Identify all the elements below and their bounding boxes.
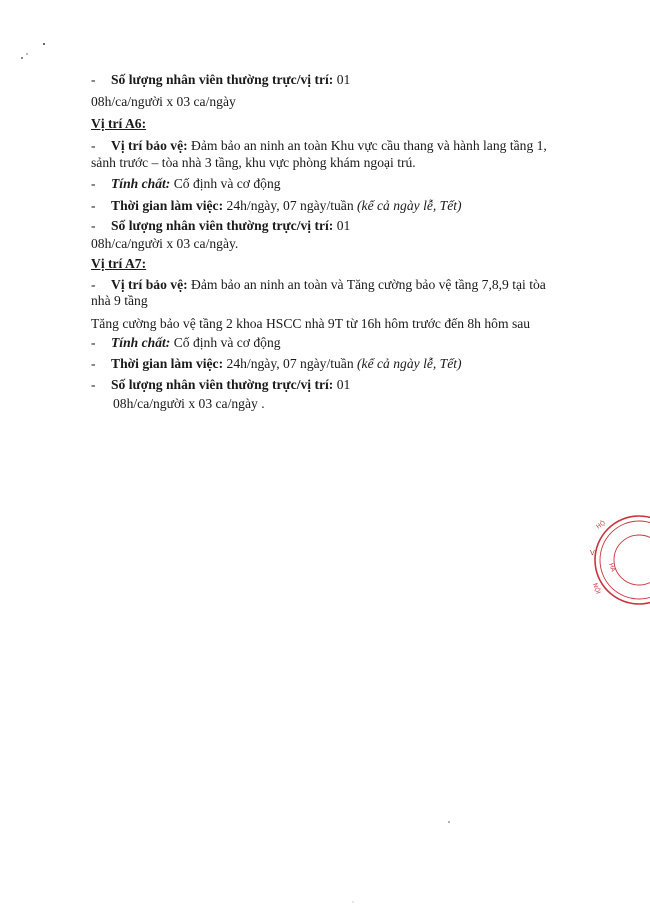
a7-reinforce-text: Tăng cường bảo vệ tầng 2 khoa HSCC nhà 9T từ 16h hôm trước đến 8h hôm sau xyxy=(91,316,531,331)
svg-text:NỘI: NỘI xyxy=(591,582,602,596)
a5-shift-text: 08h/ca/người x 03 ca/ngày xyxy=(91,94,236,109)
a7-time-value: 24h/ngày, 07 ngày/tuần xyxy=(223,356,358,371)
a6-nature-line xyxy=(91,176,281,192)
a7-staff-label: Số lượng nhân viên thường trực/vị trí: xyxy=(111,377,334,392)
a7-nature-label: Tính chất: xyxy=(111,335,171,350)
bullet-dash: - xyxy=(91,335,96,350)
a6-nature-value: Cố định và cơ động xyxy=(170,176,281,191)
a6-position-line xyxy=(91,138,547,154)
bullet-dash: - xyxy=(91,198,96,213)
a6-heading xyxy=(91,116,146,132)
bullet-dash: - xyxy=(91,218,96,233)
a7-staff-line xyxy=(91,377,350,393)
scan-speck xyxy=(352,901,354,903)
a7-heading-text: Vị trí A7: xyxy=(91,256,147,271)
a6-position-text-1: Đảm bảo an ninh an toàn Khu vực cầu thang và hành lang tầng 1, xyxy=(187,138,547,153)
bullet-dash: - xyxy=(91,176,96,191)
a6-time-value: 24h/ngày, 07 ngày/tuần xyxy=(223,198,358,213)
a5-staff-value: 01 xyxy=(333,72,351,87)
a6-time-line xyxy=(91,198,462,214)
a7-position-label: Vị trí bảo vệ: xyxy=(111,277,188,292)
a6-nature-label: Tính chất: xyxy=(111,176,171,191)
scan-speck xyxy=(448,821,450,823)
a7-time-line xyxy=(91,356,462,372)
bullet-dash: - xyxy=(91,377,96,392)
a6-shift-text: 08h/ca/người x 03 ca/ngày. xyxy=(91,236,239,251)
bullet-dash: - xyxy=(91,277,96,292)
bullet-dash: - xyxy=(91,138,96,153)
a7-position-text-1: Đảm bảo an ninh an toàn và Tăng cường bảo vệ tầng 7,8,9 tại tòa xyxy=(187,277,546,292)
a6-time-label: Thời gian làm việc: xyxy=(111,198,224,213)
svg-text:HÀ: HÀ xyxy=(607,562,617,573)
a6-staff-value: 01 xyxy=(333,218,351,233)
official-seal-stamp xyxy=(585,512,650,608)
a6-position-text-2: sảnh trước – tòa nhà 3 tầng, khu vực phòng khám ngoại trú. xyxy=(91,155,416,170)
bullet-dash: - xyxy=(91,72,96,87)
svg-text:V: V xyxy=(590,549,595,557)
a7-nature-line xyxy=(91,335,281,351)
a5-staff-label: Số lượng nhân viên thường trực/vị trí: xyxy=(111,72,334,87)
a6-staff-line xyxy=(91,218,350,234)
a6-time-note: (kể cả ngày lễ, Tết) xyxy=(357,198,462,213)
a6-heading-text: Vị trí A6: xyxy=(91,116,147,131)
a7-time-note: (kể cả ngày lễ, Tết) xyxy=(357,356,462,371)
a7-heading xyxy=(91,256,146,272)
a7-shift-text: 08h/ca/người x 03 ca/ngày . xyxy=(113,396,265,411)
scan-specks xyxy=(14,40,54,70)
a5-staff-line xyxy=(91,72,350,88)
a7-nature-value: Cố định và cơ động xyxy=(170,335,281,350)
bullet-dash: - xyxy=(91,356,96,371)
a7-position-text-2: nhà 9 tầng xyxy=(91,293,148,308)
svg-text:HỘ: HỘ xyxy=(595,519,607,531)
a7-time-label: Thời gian làm việc: xyxy=(111,356,224,371)
a6-position-label: Vị trí bảo vệ: xyxy=(111,138,188,153)
a7-position-line xyxy=(91,277,546,293)
a6-staff-label: Số lượng nhân viên thường trực/vị trí: xyxy=(111,218,334,233)
a7-staff-value: 01 xyxy=(333,377,351,392)
